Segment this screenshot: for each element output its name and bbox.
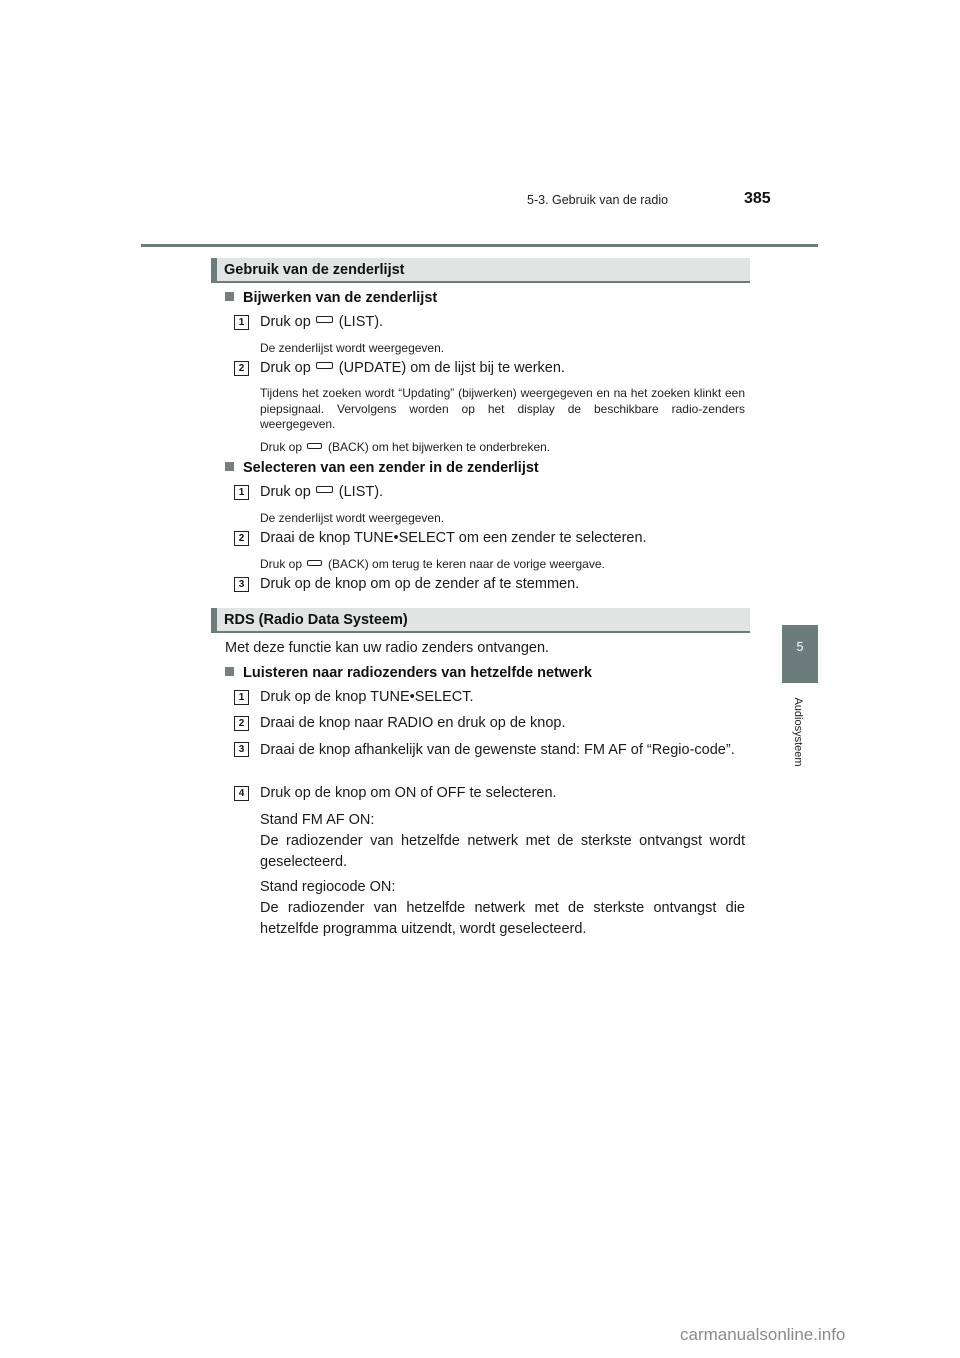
section-accent-bar <box>211 258 217 281</box>
step-number-box: 4 <box>234 786 249 801</box>
detail-text: De radiozender van hetzelfde netwerk met de sterkste ontvangst wordt geselecteerd. <box>260 833 745 870</box>
subsection-heading <box>225 460 539 476</box>
step-text: Druk op de knop om op de zender af te stemmen. <box>260 576 580 592</box>
note-text-before: Druk op <box>260 440 303 454</box>
step-note-with-icon <box>260 440 550 454</box>
step-number-box: 3 <box>234 742 249 757</box>
step-number-box: 1 <box>234 690 249 705</box>
note-text-after: (BACK) om terug te keren naar de vorige weergave. <box>328 557 605 571</box>
button-icon <box>316 362 333 369</box>
chapter-number: 5 <box>796 640 804 654</box>
step-text-before: Druk op <box>260 484 311 500</box>
section-header-zenderlijst <box>211 258 750 283</box>
subsection-heading <box>225 665 592 681</box>
step-text: Draai de knop afhankelijk van de gewenste stand: FM AF of “Regio-code”. <box>260 742 735 758</box>
step-text-before: Druk op <box>260 360 311 376</box>
button-icon <box>316 486 333 493</box>
step-text: Druk op de knop om ON of OFF te selecteren. <box>260 785 557 801</box>
subsection-title: Bijwerken van de zenderlijst <box>243 290 438 306</box>
step-number-box: 1 <box>234 315 249 330</box>
detail-text: De radiozender van hetzelfde netwerk met de sterkste ontvangst die hetzelfde programma uitzendt, wordt geselecteerd. <box>260 900 745 937</box>
square-bullet-icon <box>225 292 234 301</box>
step-text: Draai de knop TUNE•SELECT om een zender te selecteren. <box>260 530 647 546</box>
subsection-title: Luisteren naar radiozenders van hetzelfde netwerk <box>243 665 592 681</box>
step-text: Druk op de knop TUNE•SELECT. <box>260 689 474 705</box>
step-text <box>260 314 383 330</box>
step-note: De zenderlijst wordt weergegeven. <box>260 341 445 355</box>
detail-label: Stand FM AF ON: <box>260 812 375 828</box>
button-icon <box>307 443 322 449</box>
section-title: RDS (Radio Data Systeem) <box>224 612 408 628</box>
step-text-after: (UPDATE) om de lijst bij te werken. <box>338 360 565 376</box>
step-text <box>260 360 565 376</box>
step-note: De zenderlijst wordt weergegeven. <box>260 511 445 525</box>
step-number-box: 2 <box>234 531 249 546</box>
section-accent-bar <box>211 608 217 631</box>
detail-label: Stand regiocode ON: <box>260 879 396 895</box>
button-icon <box>307 560 322 566</box>
step-text <box>260 484 383 500</box>
subsection-title: Selecteren van een zender in de zenderlijst <box>243 460 539 476</box>
page-number: 385 <box>744 190 771 207</box>
step-number-box: 1 <box>234 485 249 500</box>
section-reference: 5-3. Gebruik van de radio <box>527 193 669 207</box>
square-bullet-icon <box>225 462 234 471</box>
chapter-tab <box>782 625 818 683</box>
note-text-before: Druk op <box>260 557 303 571</box>
step-number-box: 2 <box>234 716 249 731</box>
section-header-rds <box>211 608 750 633</box>
step-text-after: (LIST). <box>338 314 384 330</box>
step-number-box: 2 <box>234 361 249 376</box>
step-detail <box>260 810 745 873</box>
note-text-after: (BACK) om het bijwerken te onderbreken. <box>328 440 551 454</box>
step-text-after: (LIST). <box>338 484 384 500</box>
step-text-before: Druk op <box>260 314 311 330</box>
running-head <box>0 190 960 220</box>
step-number-box: 3 <box>234 577 249 592</box>
section-intro: Met deze functie kan uw radio zenders ontvangen. <box>225 640 550 656</box>
button-icon <box>316 316 333 323</box>
square-bullet-icon <box>225 667 234 676</box>
chapter-label: Audiosysteem <box>792 697 804 767</box>
step-detail <box>260 877 745 940</box>
header-divider <box>141 244 818 247</box>
section-title: Gebruik van de zenderlijst <box>224 262 405 278</box>
subsection-heading <box>225 290 437 306</box>
watermark: carmanualsonline.info <box>680 1325 846 1344</box>
step-text: Draai de knop naar RADIO en druk op de knop. <box>260 715 566 731</box>
step-note: Tijdens het zoeken wordt “Updating” (bijwerken) weergegeven en na het zoeken klinkt een piepsignaal. Vervolgens worden op het display de beschikbare radio-zenders weergegeven. <box>260 386 745 431</box>
step-note-with-icon <box>260 557 605 571</box>
